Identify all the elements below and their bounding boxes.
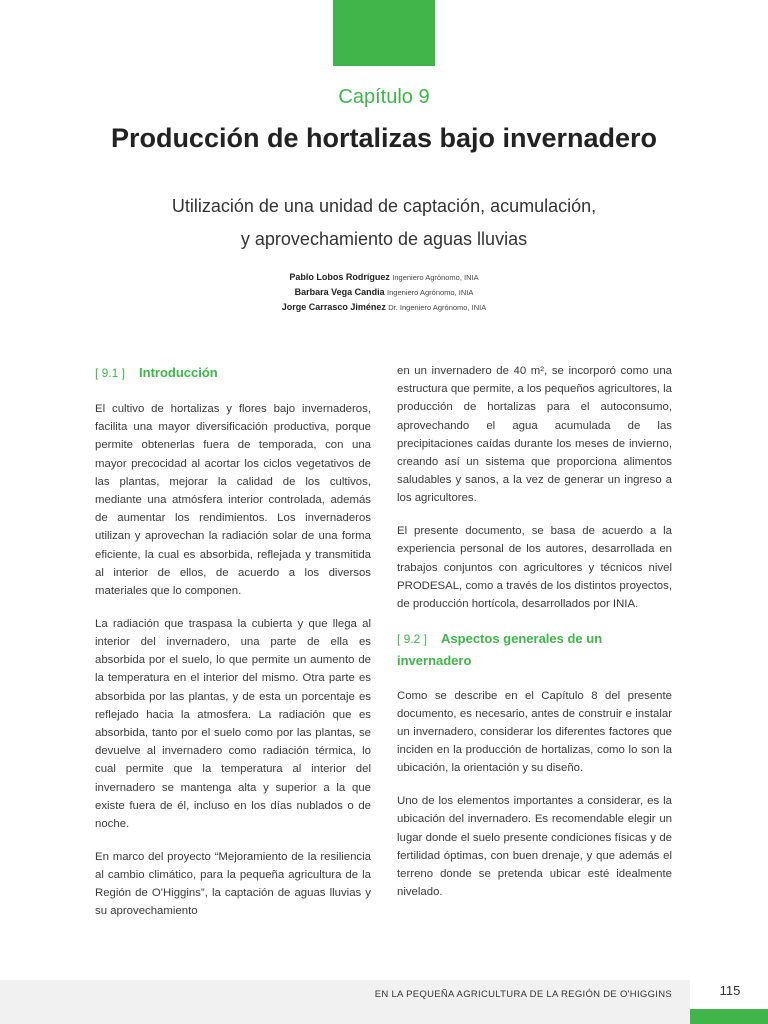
section-number: [ 9.1 ] [95, 366, 126, 380]
author-item [0, 270, 768, 285]
author-role: Ingeniero Agrónomo, INIA [387, 288, 474, 297]
right-column [397, 362, 672, 916]
chapter-label: Capítulo 9 [338, 86, 430, 108]
chapter-tab-decoration [333, 0, 435, 66]
author-name: Jorge Carrasco Jiménez [281, 302, 386, 312]
section-title: Aspectos generales de un invernadero [397, 630, 603, 668]
author-role: Dr. Ingeniero Agrónomo, INIA [388, 303, 487, 312]
paragraph: Como se describe en el Capítulo 8 del presente documento, es necesario, antes de construir e instalar un invernadero, considerar los diferentes factores que inciden en la producción de hortalizas, como lo son la ubicación, la orientación y su diseño. [397, 689, 672, 775]
author-list [0, 270, 768, 315]
subtitle-line-1: Utilización de una unidad de captación, acumulación, [171, 196, 597, 216]
paragraph: en un invernadero de 40 m², se incorporó como una estructura que permite, a los pequeños agricultores, la producción de hortalizas para el autoconsumo, aprovechando el agua acumulada de las precipitaciones caídas durante los meses de invierno, creando así un sistema que proporciona alimentos saludables y sanos, a la vez de generar un ingreso a los agricultores. [397, 365, 672, 505]
paragraph: En marco del proyecto “Mejoramiento de la resiliencia al cambio climático, para la pequeña agricultura de la Región de O'Higgins”, la captación de aguas lluvias y su aprovechamiento [95, 850, 371, 918]
paragraph: Uno de los elementos importantes a considerar, es la ubicación del invernadero. Es recomendable elegir un lugar donde el suelo presente condiciones físicas y de fertilidad óptimas, con buen drenaje, y que además el terreno donde se pretenda ubicar esté idealmente nivelado. [397, 795, 672, 899]
left-column [95, 362, 371, 935]
author-role: Ingeniero Agrónomo, INIA [392, 273, 479, 282]
section-title: Introducción [139, 365, 218, 380]
author-item [0, 300, 768, 315]
section-number: [ 9.2 ] [397, 631, 428, 646]
paragraph: La radiación que traspasa la cubierta y que llega al interior del invernadero, una parte de ella es absorbida por el suelo, lo que permite un aumento de la temperatura en el interior del mismo. Otra parte es absorbida por las plantas, y de esta un porcentaje es reflejado hacia la atmosfera. La radiación que es absorbida, tanto por el suelo como por las plantas, se devuelve al invernadero como radiación térmica, lo cual permite que la temperatura al interior del invernadero se mantenga alta y superior a la que existe fuera de él, incluso en los días nublados o de noche. [95, 617, 371, 830]
subtitle-line-2: y aprovechamiento de aguas lluvias [240, 229, 528, 249]
footer-accent-decoration [690, 1009, 768, 1024]
page-title: Producción de hortalizas bajo invernadero [110, 123, 658, 153]
author-name: Barbara Vega Candia [294, 287, 385, 297]
page-subtitle [80, 190, 688, 256]
paragraph: El cultivo de hortalizas y flores bajo invernaderos, facilita una mayor diversificación productiva, porque permite obtenerlas fuera de temporada, con una mayor precocidad al acortar los ciclos vegetativos de las plantas, mejorar la calidad de los cultivos, mediante una atmósfera interior controlada, además de aumentar los rendimientos. Los invernaderos utilizan y aprovechan la radiación solar de una forma eficiente, la cual es absorbida, reflejada y transmitida al interior de ellos, de acuerdo a los diversos materiales que lo componen. [95, 403, 371, 598]
section-heading-9-2 [397, 628, 672, 671]
footer-text: EN LA PEQUEÑA AGRICULTURA DE LA REGIÓN DE O'HIGGINS [374, 989, 672, 1000]
author-name: Pablo Lobos Rodríguez [289, 272, 390, 282]
page-number: 115 [719, 983, 741, 998]
footer-bar [0, 980, 690, 1024]
paragraph: El presente documento, se basa de acuerdo a la experiencia personal de los autores, desarrollada en trabajos conjuntos con agricultores y técnicos nivel PRODESAL, como a través de los distintos proyectos, de producción hortícola, desarrollados por INIA. [397, 525, 672, 610]
section-heading-9-1 [95, 362, 371, 384]
author-item [0, 285, 768, 300]
